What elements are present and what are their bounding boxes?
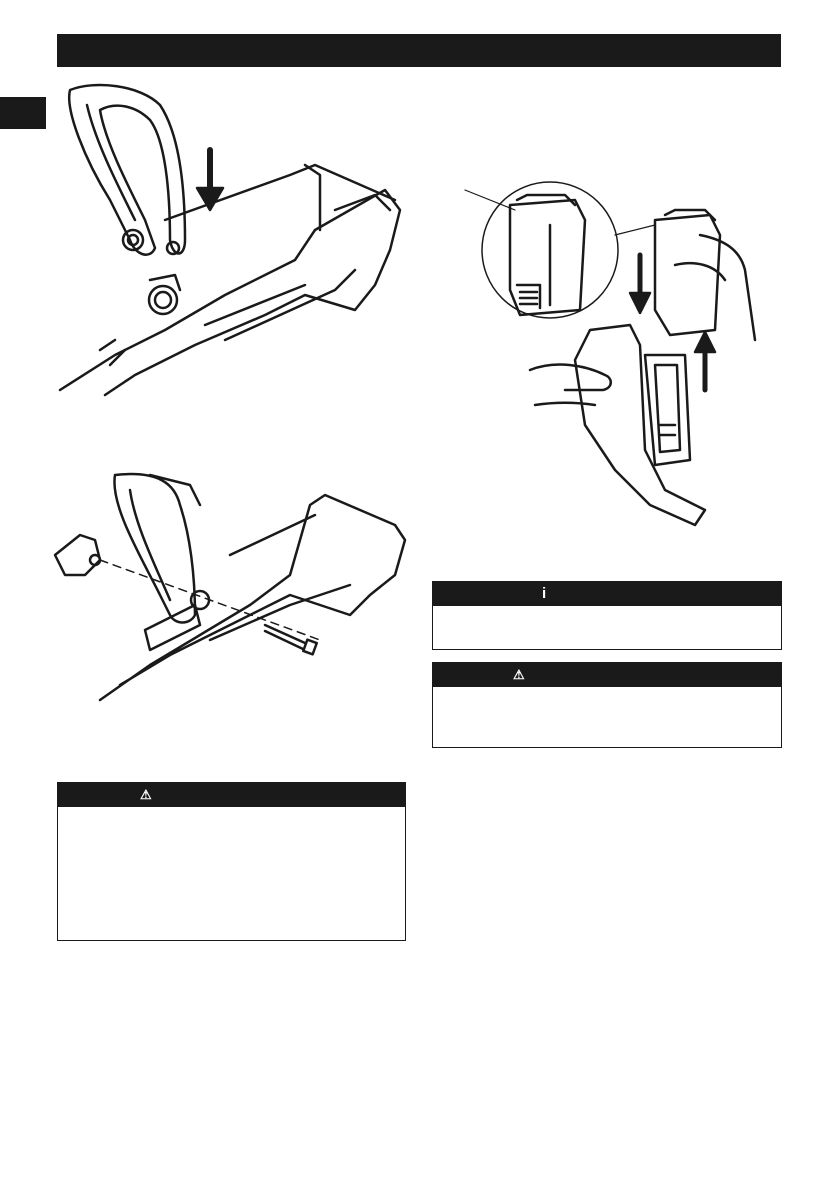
- warning-note-text-left: [58, 807, 405, 827]
- warning-note-text-right: [433, 687, 781, 707]
- battery-install-illustration: [455, 180, 775, 530]
- warning-note-box-left: [57, 782, 406, 941]
- warning-note-box-right: [432, 662, 782, 748]
- info-icon: i: [542, 585, 547, 602]
- warning-note-header-right: [433, 663, 781, 687]
- handle-install-illustration: [55, 80, 415, 400]
- warning-icon: ⚠: [140, 787, 152, 802]
- handle-bolt-illustration: [50, 465, 415, 715]
- info-note-box: [432, 581, 782, 650]
- info-note-text: [433, 606, 781, 626]
- warning-note-header-left: [58, 783, 405, 807]
- language-tab: [0, 97, 46, 129]
- warning-icon: ⚠: [513, 667, 525, 682]
- section-header-bar: [57, 34, 781, 67]
- info-note-header: [433, 582, 781, 606]
